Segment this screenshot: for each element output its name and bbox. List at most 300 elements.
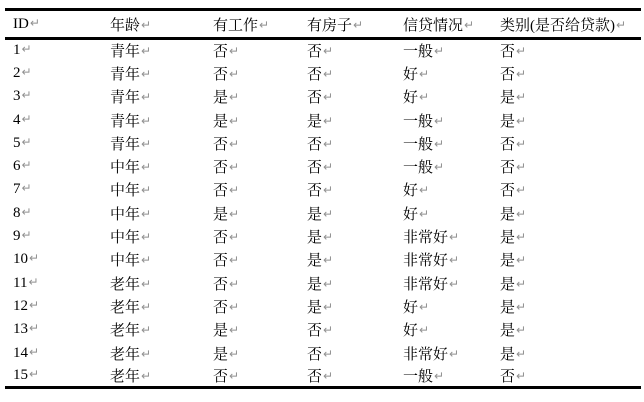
- paragraph-mark-icon: ↵: [323, 113, 334, 128]
- cell-text: 是: [500, 323, 516, 340]
- table-cell: [102, 39, 205, 62]
- cell-text: 否: [500, 369, 516, 386]
- cell-text: 是: [213, 90, 229, 107]
- cell-text: 否: [500, 160, 516, 177]
- cell-text: 是: [307, 206, 323, 223]
- table-cell: [395, 318, 492, 341]
- paragraph-mark-icon: ↵: [323, 136, 334, 151]
- table-cell: [205, 132, 299, 155]
- table-cell: [492, 108, 641, 131]
- table-row: [5, 318, 641, 341]
- table-cell: [492, 225, 641, 248]
- paragraph-mark-icon: ↵: [229, 230, 240, 245]
- table-cell: [102, 85, 205, 108]
- cell-text: 好: [403, 66, 419, 83]
- table-cell: [492, 178, 641, 201]
- paragraph-mark-icon: ↵: [516, 369, 527, 384]
- paragraph-mark-icon: ↵: [229, 66, 240, 81]
- cell-text: 是: [500, 299, 516, 316]
- table-cell: [5, 85, 102, 108]
- paragraph-mark-icon: ↵: [419, 90, 430, 105]
- cell-text: 老年: [110, 369, 141, 386]
- paragraph-mark-icon: ↵: [516, 90, 527, 105]
- paragraph-mark-icon: ↵: [229, 136, 240, 151]
- table-cell: [5, 178, 102, 201]
- cell-text: 非常好: [403, 253, 449, 270]
- cell-text: 好: [403, 90, 419, 107]
- table-cell: [395, 62, 492, 85]
- table-cell: [5, 271, 102, 294]
- table-cell: [102, 341, 205, 364]
- cell-text: 是: [500, 113, 516, 130]
- paragraph-mark-icon: ↵: [141, 160, 152, 175]
- table-cell: [492, 39, 641, 62]
- header-text: 年龄: [110, 17, 141, 34]
- paragraph-mark-icon: ↵: [141, 299, 152, 314]
- cell-text: 否: [307, 136, 323, 153]
- paragraph-mark-icon: ↵: [449, 276, 460, 291]
- table-cell: [492, 202, 641, 225]
- paragraph-mark-icon: ↵: [21, 204, 32, 219]
- table-cell: [102, 225, 205, 248]
- paragraph-mark-icon: ↵: [141, 276, 152, 291]
- table-cell: [102, 178, 205, 201]
- cell-text: 否: [213, 276, 229, 293]
- paragraph-mark-icon: ↵: [323, 44, 334, 59]
- paragraph-mark-icon: ↵: [229, 346, 240, 361]
- paragraph-mark-icon: ↵: [516, 206, 527, 221]
- paragraph-mark-icon: ↵: [323, 160, 334, 175]
- table-row: [5, 295, 641, 318]
- table-cell: [5, 202, 102, 225]
- paragraph-mark-icon: ↵: [516, 66, 527, 81]
- paragraph-mark-icon: ↵: [21, 42, 32, 57]
- cell-text: 是: [213, 206, 229, 223]
- cell-text: 好: [403, 323, 419, 340]
- cell-text: 好: [403, 206, 419, 223]
- table-cell: [102, 108, 205, 131]
- table-row: [5, 271, 641, 294]
- table-cell: [299, 271, 395, 294]
- table-cell: [299, 108, 395, 131]
- table-cell: [205, 85, 299, 108]
- table-cell: [492, 85, 641, 108]
- table-cell: [299, 318, 395, 341]
- table-cell: [102, 132, 205, 155]
- table-cell: [205, 225, 299, 248]
- paragraph-mark-icon: ↵: [323, 369, 334, 384]
- table-cell: [395, 225, 492, 248]
- table-cell: [205, 295, 299, 318]
- paragraph-mark-icon: ↵: [516, 276, 527, 291]
- cell-text: 中年: [110, 230, 141, 247]
- paragraph-mark-icon: ↵: [516, 346, 527, 361]
- paragraph-mark-icon: ↵: [449, 253, 460, 268]
- table-row: [5, 155, 641, 178]
- paragraph-mark-icon: ↵: [434, 113, 445, 128]
- paragraph-mark-icon: ↵: [616, 17, 627, 32]
- cell-text: 1: [13, 42, 21, 59]
- cell-text: 青年: [110, 113, 141, 130]
- table-cell: [395, 295, 492, 318]
- paragraph-mark-icon: ↵: [29, 297, 40, 312]
- cell-text: 是: [213, 323, 229, 340]
- column-header: [102, 10, 205, 39]
- paragraph-mark-icon: ↵: [229, 90, 240, 105]
- cell-text: 12: [13, 297, 28, 314]
- cell-text: 老年: [110, 346, 141, 363]
- cell-text: 是: [307, 113, 323, 130]
- table-cell: [395, 155, 492, 178]
- table-cell: [492, 132, 641, 155]
- paragraph-mark-icon: ↵: [323, 323, 334, 338]
- table-cell: [299, 341, 395, 364]
- table-cell: [492, 248, 641, 271]
- paragraph-mark-icon: ↵: [141, 90, 152, 105]
- paragraph-mark-icon: ↵: [21, 134, 32, 149]
- loan-data-table: [5, 8, 641, 389]
- table-cell: [395, 39, 492, 62]
- table-body: [5, 39, 641, 388]
- cell-text: 11: [13, 274, 28, 291]
- paragraph-mark-icon: ↵: [229, 160, 240, 175]
- cell-text: 否: [213, 66, 229, 83]
- table-row: [5, 202, 641, 225]
- cell-text: 非常好: [403, 276, 449, 293]
- cell-text: 否: [213, 44, 229, 61]
- cell-text: 老年: [110, 323, 141, 340]
- cell-text: 否: [307, 160, 323, 177]
- header-text: 信贷情况: [403, 17, 464, 34]
- paragraph-mark-icon: ↵: [516, 183, 527, 198]
- cell-text: 否: [213, 230, 229, 247]
- paragraph-mark-icon: ↵: [21, 111, 32, 126]
- paragraph-mark-icon: ↵: [229, 44, 240, 59]
- table-cell: [102, 155, 205, 178]
- cell-text: 否: [307, 346, 323, 363]
- paragraph-mark-icon: ↵: [28, 274, 39, 289]
- paragraph-mark-icon: ↵: [434, 160, 445, 175]
- paragraph-mark-icon: ↵: [516, 136, 527, 151]
- table-cell: [492, 271, 641, 294]
- table-cell: [492, 318, 641, 341]
- cell-text: 老年: [110, 276, 141, 293]
- table-row: [5, 39, 641, 62]
- table-cell: [102, 318, 205, 341]
- paragraph-mark-icon: ↵: [323, 253, 334, 268]
- cell-text: 一般: [403, 44, 434, 61]
- cell-text: 否: [307, 90, 323, 107]
- table-cell: [395, 178, 492, 201]
- cell-text: 非常好: [403, 346, 449, 363]
- table-cell: [205, 39, 299, 62]
- cell-text: 青年: [110, 90, 141, 107]
- cell-text: 中年: [110, 160, 141, 177]
- cell-text: 中年: [110, 183, 141, 200]
- cell-text: 2: [13, 64, 21, 81]
- header-text: 有房子: [307, 17, 353, 34]
- paragraph-mark-icon: ↵: [21, 88, 32, 103]
- table-cell: [492, 155, 641, 178]
- table-cell: [5, 248, 102, 271]
- cell-text: 是: [307, 253, 323, 270]
- cell-text: 否: [307, 323, 323, 340]
- header-text: ID: [13, 15, 29, 32]
- cell-text: 好: [403, 183, 419, 200]
- paragraph-mark-icon: ↵: [229, 323, 240, 338]
- cell-text: 是: [307, 230, 323, 247]
- cell-text: 否: [500, 183, 516, 200]
- paragraph-mark-icon: ↵: [141, 113, 152, 128]
- paragraph-mark-icon: ↵: [229, 369, 240, 384]
- paragraph-mark-icon: ↵: [419, 206, 430, 221]
- table-row: [5, 225, 641, 248]
- paragraph-mark-icon: ↵: [259, 17, 270, 32]
- header-text: 有工作: [213, 17, 259, 34]
- table-cell: [102, 271, 205, 294]
- paragraph-mark-icon: ↵: [419, 299, 430, 314]
- paragraph-mark-icon: ↵: [434, 369, 445, 384]
- cell-text: 13: [13, 321, 28, 338]
- table-cell: [205, 62, 299, 85]
- table-cell: [205, 365, 299, 388]
- paragraph-mark-icon: ↵: [516, 160, 527, 175]
- table-cell: [5, 108, 102, 131]
- cell-text: 好: [403, 299, 419, 316]
- cell-text: 青年: [110, 136, 141, 153]
- table-row: [5, 248, 641, 271]
- table-cell: [102, 365, 205, 388]
- cell-text: 是: [307, 299, 323, 316]
- paragraph-mark-icon: ↵: [29, 251, 40, 266]
- table-cell: [492, 62, 641, 85]
- table-row: [5, 178, 641, 201]
- table-cell: [299, 132, 395, 155]
- table-cell: [5, 132, 102, 155]
- cell-text: 否: [307, 66, 323, 83]
- cell-text: 是: [500, 276, 516, 293]
- cell-text: 中年: [110, 253, 141, 270]
- paragraph-mark-icon: ↵: [434, 44, 445, 59]
- paragraph-mark-icon: ↵: [141, 44, 152, 59]
- cell-text: 青年: [110, 44, 141, 61]
- cell-text: 一般: [403, 160, 434, 177]
- cell-text: 10: [13, 251, 28, 268]
- paragraph-mark-icon: ↵: [323, 66, 334, 81]
- table-row: [5, 341, 641, 364]
- cell-text: 是: [307, 276, 323, 293]
- cell-text: 5: [13, 134, 21, 151]
- cell-text: 是: [500, 90, 516, 107]
- paragraph-mark-icon: ↵: [323, 299, 334, 314]
- column-header: [299, 10, 395, 39]
- table-cell: [299, 225, 395, 248]
- table-cell: [395, 365, 492, 388]
- table-cell: [492, 295, 641, 318]
- paragraph-mark-icon: ↵: [229, 183, 240, 198]
- cell-text: 3: [13, 88, 21, 105]
- table-row: [5, 62, 641, 85]
- paragraph-mark-icon: ↵: [229, 206, 240, 221]
- table-cell: [299, 202, 395, 225]
- table-cell: [205, 318, 299, 341]
- table-cell: [299, 155, 395, 178]
- cell-text: 15: [13, 367, 28, 384]
- paragraph-mark-icon: ↵: [29, 15, 40, 30]
- paragraph-mark-icon: ↵: [323, 346, 334, 361]
- cell-text: 否: [500, 44, 516, 61]
- cell-text: 一般: [403, 369, 434, 386]
- table-cell: [5, 295, 102, 318]
- table-cell: [492, 341, 641, 364]
- paragraph-mark-icon: ↵: [516, 253, 527, 268]
- table-cell: [395, 132, 492, 155]
- cell-text: 否: [213, 160, 229, 177]
- cell-text: 6: [13, 158, 21, 175]
- table-cell: [395, 248, 492, 271]
- paragraph-mark-icon: ↵: [323, 183, 334, 198]
- cell-text: 否: [213, 369, 229, 386]
- cell-text: 是: [500, 346, 516, 363]
- cell-text: 否: [500, 136, 516, 153]
- table-cell: [205, 178, 299, 201]
- column-header: [492, 10, 641, 39]
- paragraph-mark-icon: ↵: [141, 346, 152, 361]
- table-cell: [299, 365, 395, 388]
- table-cell: [5, 39, 102, 62]
- paragraph-mark-icon: ↵: [29, 321, 40, 336]
- paragraph-mark-icon: ↵: [141, 323, 152, 338]
- table-cell: [205, 248, 299, 271]
- table-cell: [205, 341, 299, 364]
- paragraph-mark-icon: ↵: [141, 369, 152, 384]
- paragraph-mark-icon: ↵: [229, 299, 240, 314]
- paragraph-mark-icon: ↵: [516, 113, 527, 128]
- paragraph-mark-icon: ↵: [516, 323, 527, 338]
- table-cell: [5, 155, 102, 178]
- paragraph-mark-icon: ↵: [141, 253, 152, 268]
- cell-text: 是: [500, 206, 516, 223]
- table-row: [5, 365, 641, 388]
- paragraph-mark-icon: ↵: [21, 228, 32, 243]
- cell-text: 否: [213, 183, 229, 200]
- paragraph-mark-icon: ↵: [141, 230, 152, 245]
- cell-text: 8: [13, 204, 21, 221]
- table-cell: [5, 365, 102, 388]
- paragraph-mark-icon: ↵: [419, 183, 430, 198]
- table-cell: [102, 202, 205, 225]
- cell-text: 7: [13, 181, 21, 198]
- paragraph-mark-icon: ↵: [516, 44, 527, 59]
- table-cell: [395, 341, 492, 364]
- column-header: [205, 10, 299, 39]
- paragraph-mark-icon: ↵: [516, 230, 527, 245]
- header-row: [5, 10, 641, 39]
- table-cell: [205, 202, 299, 225]
- paragraph-mark-icon: ↵: [449, 230, 460, 245]
- table-cell: [102, 248, 205, 271]
- table-cell: [299, 295, 395, 318]
- paragraph-mark-icon: ↵: [229, 276, 240, 291]
- paragraph-mark-icon: ↵: [449, 346, 460, 361]
- table-cell: [299, 178, 395, 201]
- table-cell: [299, 39, 395, 62]
- table-cell: [299, 248, 395, 271]
- cell-text: 14: [13, 344, 28, 361]
- paragraph-mark-icon: ↵: [323, 206, 334, 221]
- paragraph-mark-icon: ↵: [21, 64, 32, 79]
- paragraph-mark-icon: ↵: [141, 206, 152, 221]
- table-cell: [395, 85, 492, 108]
- table-row: [5, 85, 641, 108]
- paragraph-mark-icon: ↵: [323, 230, 334, 245]
- table-cell: [102, 62, 205, 85]
- table-cell: [205, 155, 299, 178]
- cell-text: 否: [213, 299, 229, 316]
- table-cell: [299, 85, 395, 108]
- paragraph-mark-icon: ↵: [29, 344, 40, 359]
- column-header: [395, 10, 492, 39]
- cell-text: 一般: [403, 113, 434, 130]
- paragraph-mark-icon: ↵: [141, 183, 152, 198]
- table-cell: [492, 365, 641, 388]
- cell-text: 9: [13, 228, 21, 245]
- cell-text: 是: [500, 253, 516, 270]
- paragraph-mark-icon: ↵: [419, 66, 430, 81]
- cell-text: 是: [213, 346, 229, 363]
- table-cell: [205, 108, 299, 131]
- table-row: [5, 108, 641, 131]
- table-cell: [205, 271, 299, 294]
- paragraph-mark-icon: ↵: [323, 90, 334, 105]
- cell-text: 中年: [110, 206, 141, 223]
- cell-text: 青年: [110, 66, 141, 83]
- cell-text: 一般: [403, 136, 434, 153]
- paragraph-mark-icon: ↵: [464, 17, 475, 32]
- column-header: [5, 10, 102, 39]
- header-text: 类别(是否给贷款): [500, 17, 615, 34]
- cell-text: 否: [307, 369, 323, 386]
- cell-text: 老年: [110, 299, 141, 316]
- table-cell: [395, 202, 492, 225]
- paragraph-mark-icon: ↵: [229, 253, 240, 268]
- table-row: [5, 132, 641, 155]
- cell-text: 否: [213, 253, 229, 270]
- paragraph-mark-icon: ↵: [21, 158, 32, 173]
- table-cell: [395, 108, 492, 131]
- cell-text: 4: [13, 111, 21, 128]
- cell-text: 否: [500, 66, 516, 83]
- paragraph-mark-icon: ↵: [353, 17, 364, 32]
- cell-text: 非常好: [403, 230, 449, 247]
- paragraph-mark-icon: ↵: [419, 323, 430, 338]
- paragraph-mark-icon: ↵: [29, 367, 40, 382]
- table-cell: [299, 62, 395, 85]
- paragraph-mark-icon: ↵: [21, 181, 32, 196]
- paragraph-mark-icon: ↵: [516, 299, 527, 314]
- paragraph-mark-icon: ↵: [141, 66, 152, 81]
- cell-text: 否: [307, 183, 323, 200]
- table-cell: [5, 318, 102, 341]
- cell-text: 是: [213, 113, 229, 130]
- cell-text: 否: [307, 44, 323, 61]
- paragraph-mark-icon: ↵: [434, 136, 445, 151]
- paragraph-mark-icon: ↵: [141, 136, 152, 151]
- cell-text: 是: [500, 230, 516, 247]
- table-cell: [5, 225, 102, 248]
- table-cell: [5, 62, 102, 85]
- table-cell: [395, 271, 492, 294]
